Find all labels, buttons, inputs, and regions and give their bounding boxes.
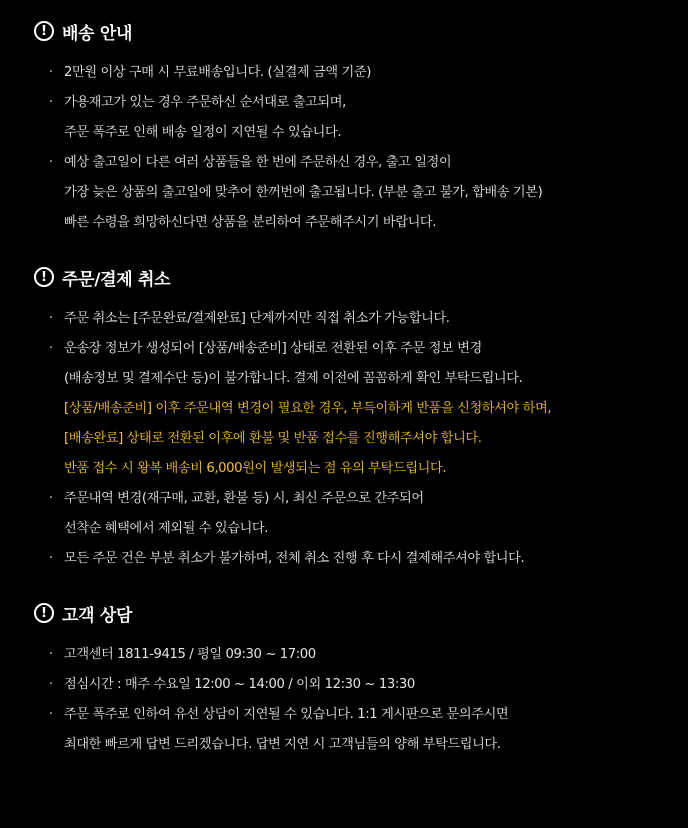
exclamation-circle-icon: ! (34, 267, 54, 287)
section-title: 배송 안내 (62, 23, 133, 44)
text-line: 고객센터 1811-9415 / 평일 09:30 ~ 17:00 (64, 647, 316, 662)
bullet-dot-icon: · (48, 311, 54, 326)
notice-list (34, 58, 654, 238)
bullet-dot-icon: · (48, 65, 54, 80)
highlighted-text-line: 반품 접수 시 왕복 배송비 6,000원이 발생되는 점 유의 부탁드립니다. (64, 461, 447, 476)
notice-section (34, 600, 654, 760)
highlighted-text-line: [배송완료] 상태로 전환된 이후에 환불 및 반품 접수를 진행해주셔야 합니다. (64, 431, 482, 446)
text-line: 선착순 혜택에서 제외될 수 있습니다. (64, 521, 269, 536)
exclamation-circle-icon: ! (34, 603, 54, 623)
text-line: 점심시간 : 매주 수요일 12:00 ~ 14:00 / 이외 12:30 ~ 13:30 (64, 677, 415, 692)
text-line: (배송정보 및 결제수단 등)이 불가합니다. 결제 이전에 꼼꼼하게 확인 부탁드립니다. (64, 371, 523, 386)
bullet-dot-icon: · (48, 677, 54, 692)
bullet-dot-icon: · (48, 95, 54, 110)
list-item (34, 484, 654, 544)
list-item (34, 700, 654, 760)
list-item (34, 58, 654, 88)
highlighted-text-line: [상품/배송준비] 이후 주문내역 변경이 필요한 경우, 부득이하게 반품을 신청하셔야 하며, (64, 401, 552, 416)
bullet-dot-icon: · (48, 551, 54, 566)
text-line: 예상 출고일이 다른 여러 상품들을 한 번에 주문하신 경우, 출고 일정이 (64, 155, 452, 170)
notice-section (34, 18, 654, 238)
text-line: 주문 취소는 [주문완료/결제완료] 단계까지만 직접 취소가 가능합니다. (64, 311, 450, 326)
notice-section (34, 264, 654, 574)
list-item (34, 640, 654, 670)
bullet-dot-icon: · (48, 491, 54, 506)
text-line: 주문 폭주로 인해 배송 일정이 지연될 수 있습니다. (64, 125, 342, 140)
notice-list (34, 640, 654, 760)
text-line: 가용재고가 있는 경우 주문하신 순서대로 출고되며, (64, 95, 346, 110)
list-item (34, 334, 654, 484)
list-item (34, 670, 654, 700)
text-line: 빠른 수령을 희망하신다면 상품을 분리하여 주문해주시기 바랍니다. (64, 215, 437, 230)
bullet-dot-icon: · (48, 707, 54, 722)
notice-list (34, 304, 654, 574)
text-line: 2만원 이상 구매 시 무료배송입니다. (실결제 금액 기준) (64, 65, 371, 80)
text-line: 가장 늦은 상품의 출고일에 맞추어 한꺼번에 출고됩니다. (부분 출고 불가, 합배송 기본) (64, 185, 543, 200)
text-line: 운송장 정보가 생성되어 [상품/배송준비] 상태로 전환된 이후 주문 정보 변경 (64, 341, 482, 356)
text-line: 주문내역 변경(재구매, 교환, 환불 등) 시, 최신 주문으로 간주되어 (64, 491, 424, 506)
list-item (34, 88, 654, 148)
section-header (34, 600, 654, 626)
list-item (34, 304, 654, 334)
section-header (34, 18, 654, 44)
text-line: 최대한 빠르게 답변 드리겠습니다. 답변 지연 시 고객님들의 양해 부탁드립니다. (64, 737, 501, 752)
section-title: 고객 상담 (62, 605, 133, 626)
text-line: 주문 폭주로 인하여 유선 상담이 지연될 수 있습니다. 1:1 게시판으로 문의주시면 (64, 707, 509, 722)
bullet-dot-icon: · (48, 341, 54, 356)
section-title: 주문/결제 취소 (62, 269, 171, 290)
section-header (34, 264, 654, 290)
bullet-dot-icon: · (48, 155, 54, 170)
list-item (34, 544, 654, 574)
text-line: 모든 주문 건은 부분 취소가 불가하며, 전체 취소 진행 후 다시 결제해주셔야 합니다. (64, 551, 525, 566)
exclamation-circle-icon: ! (34, 21, 54, 41)
list-item (34, 148, 654, 238)
bullet-dot-icon: · (48, 647, 54, 662)
